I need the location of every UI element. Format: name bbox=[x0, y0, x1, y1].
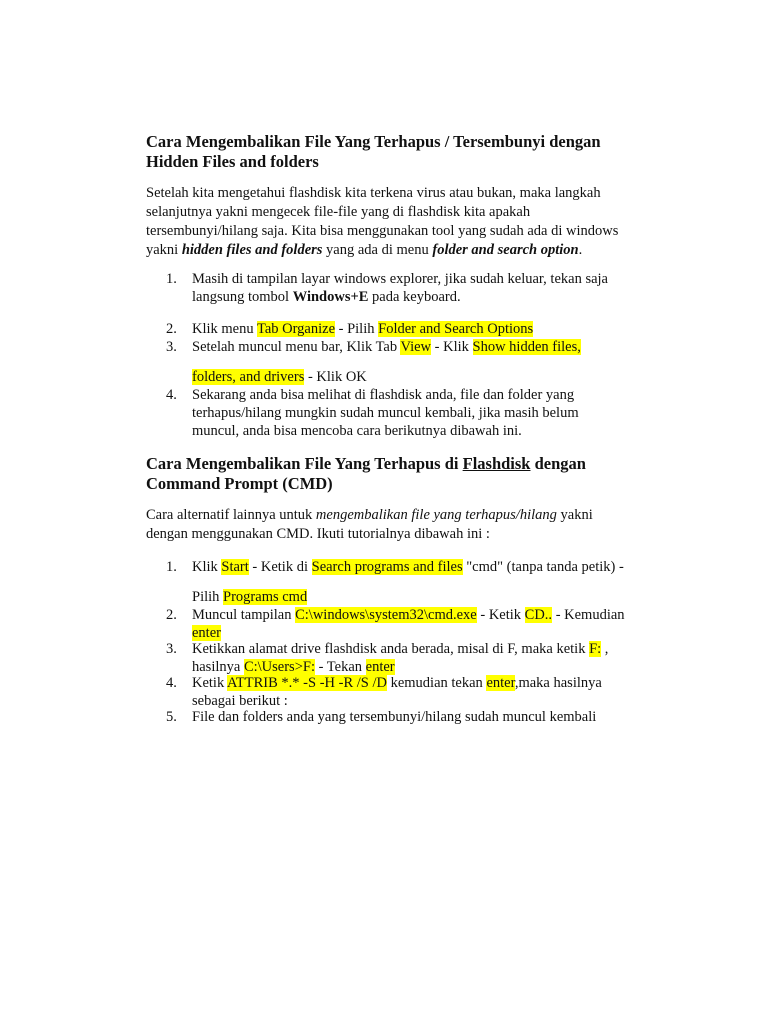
highlight-text: View bbox=[400, 339, 432, 355]
intro-emphasis: mengembalikan file yang terhapus/hilang bbox=[315, 507, 557, 523]
step-text: , bbox=[601, 641, 609, 657]
list-text bbox=[192, 674, 652, 710]
highlight-text: Tab Organize bbox=[256, 321, 336, 337]
step-text: "cmd" (tanpa tanda petik) - bbox=[462, 559, 624, 575]
step-text: langsung tombol bbox=[192, 289, 293, 305]
highlight-text: Folder and Search Options bbox=[378, 321, 534, 337]
list-text bbox=[192, 338, 652, 356]
list-number: 5. bbox=[166, 709, 177, 725]
list-number: 4. bbox=[166, 675, 177, 691]
list-text bbox=[192, 320, 652, 338]
list-text bbox=[192, 558, 652, 576]
list-number: 2. bbox=[166, 321, 177, 337]
intro-text: dengan menggunakan CMD. Ikuti tutorialnya dibawah ini : bbox=[146, 526, 490, 542]
heading-link-text: Flashdisk bbox=[462, 454, 531, 473]
highlight-text: Show hidden files, bbox=[472, 339, 581, 355]
intro-text: yakni bbox=[556, 507, 593, 523]
list-number: 2. bbox=[166, 607, 177, 623]
list-text bbox=[192, 588, 652, 606]
step-text: Klik bbox=[192, 559, 222, 575]
step-text: Ketikkan alamat drive flashdisk anda berada, misal di F, maka ketik bbox=[192, 641, 590, 657]
highlight-text: C:\Users>F: bbox=[243, 659, 315, 675]
heading-text: dengan bbox=[530, 454, 586, 473]
step-text: sebagai berikut : bbox=[192, 693, 288, 709]
step-text: - Ketik di bbox=[248, 559, 312, 575]
intro-emphasis: hidden files and folders bbox=[181, 242, 323, 258]
step-text: Pilih bbox=[192, 589, 224, 605]
step-text: kemudian tekan bbox=[386, 675, 487, 691]
step-text: Setelah muncul menu bar, Klik Tab bbox=[192, 339, 401, 355]
list-number: 3. bbox=[166, 339, 177, 355]
section1-intro bbox=[146, 184, 666, 260]
section2-heading bbox=[146, 454, 666, 494]
list-number: 3. bbox=[166, 641, 177, 657]
section1-heading-line2: Hidden Files and folders bbox=[146, 152, 319, 171]
heading-text: Cara Mengembalikan File Yang Terhapus di bbox=[146, 454, 463, 473]
highlight-text: enter bbox=[486, 675, 515, 691]
list-text bbox=[192, 270, 652, 306]
step-text: Ketik bbox=[192, 675, 228, 691]
section1-heading bbox=[146, 132, 666, 172]
step-text: - Ketik bbox=[476, 607, 525, 623]
highlight-text: Search programs and files bbox=[311, 559, 463, 575]
list-text bbox=[192, 386, 652, 440]
highlight-text: ATTRIB *.* -S -H -R /S /D bbox=[227, 675, 387, 691]
step-text: - Pilih bbox=[335, 321, 379, 337]
list-text bbox=[192, 368, 652, 386]
intro-text: Cara alternatif lainnya untuk bbox=[146, 507, 316, 523]
step-text: hasilnya bbox=[192, 659, 244, 675]
highlight-text: CD.. bbox=[524, 607, 553, 623]
highlight-text: folders, and drivers bbox=[192, 369, 305, 385]
heading-text: Command Prompt (CMD) bbox=[146, 474, 333, 493]
step-text: - Klik OK bbox=[304, 369, 367, 385]
section2-intro bbox=[146, 506, 666, 544]
intro-line: tersembunyi/hilang saja. Kita bisa menggunakan tool yang sudah ada di windows bbox=[146, 223, 619, 239]
list-number: 4. bbox=[166, 387, 177, 403]
intro-text: yang ada di menu bbox=[322, 242, 433, 258]
step-text: ,maka hasilnya bbox=[514, 675, 602, 691]
highlight-text: Programs cmd bbox=[223, 589, 308, 605]
list-number: 1. bbox=[166, 559, 177, 575]
highlight-text: C:\windows\system32\cmd.exe bbox=[295, 607, 477, 623]
highlight-text: enter bbox=[365, 659, 395, 675]
intro-line: Setelah kita mengetahui flashdisk kita terkena virus atau bukan, maka langkah bbox=[146, 185, 601, 201]
step-text: Klik menu bbox=[192, 321, 257, 337]
step-text: Masih di tampilan layar windows explorer, jika sudah keluar, tekan saja bbox=[192, 271, 608, 287]
intro-line: selanjutnya yakni mengecek file-file yang di flashdisk kita apakah bbox=[146, 204, 531, 220]
step-text: - Tekan bbox=[314, 659, 366, 675]
highlight-text: Start bbox=[221, 559, 249, 575]
list-text bbox=[192, 708, 652, 726]
section1-heading-line1: Cara Mengembalikan File Yang Terhapus / Tersembunyi dengan bbox=[146, 132, 601, 151]
step-text: Muncul tampilan bbox=[192, 607, 296, 623]
step-text: - Klik bbox=[431, 339, 473, 355]
list-number: 1. bbox=[166, 271, 177, 287]
step-text: Sekarang anda bisa melihat di flashdisk anda, file dan folder yang bbox=[192, 387, 575, 403]
highlight-text: enter bbox=[192, 625, 221, 641]
intro-text: yakni bbox=[146, 242, 182, 258]
step-text: muncul, anda bisa mencoba cara berikutnya dibawah ini. bbox=[192, 423, 522, 439]
intro-emphasis: folder and search option bbox=[432, 242, 579, 258]
step-text: pada keyboard. bbox=[368, 289, 461, 305]
list-text bbox=[192, 606, 652, 642]
intro-text: . bbox=[578, 242, 583, 258]
step-text: terhapus/hilang mungkin sudah muncul kembali, jika masih belum bbox=[192, 405, 579, 421]
list-text bbox=[192, 640, 652, 676]
highlight-text: F: bbox=[589, 641, 602, 657]
key-combo: Windows+E bbox=[292, 289, 369, 305]
step-text: - Kemudian bbox=[552, 607, 625, 623]
step-text: File dan folders anda yang tersembunyi/hilang sudah muncul kembali bbox=[192, 709, 597, 725]
